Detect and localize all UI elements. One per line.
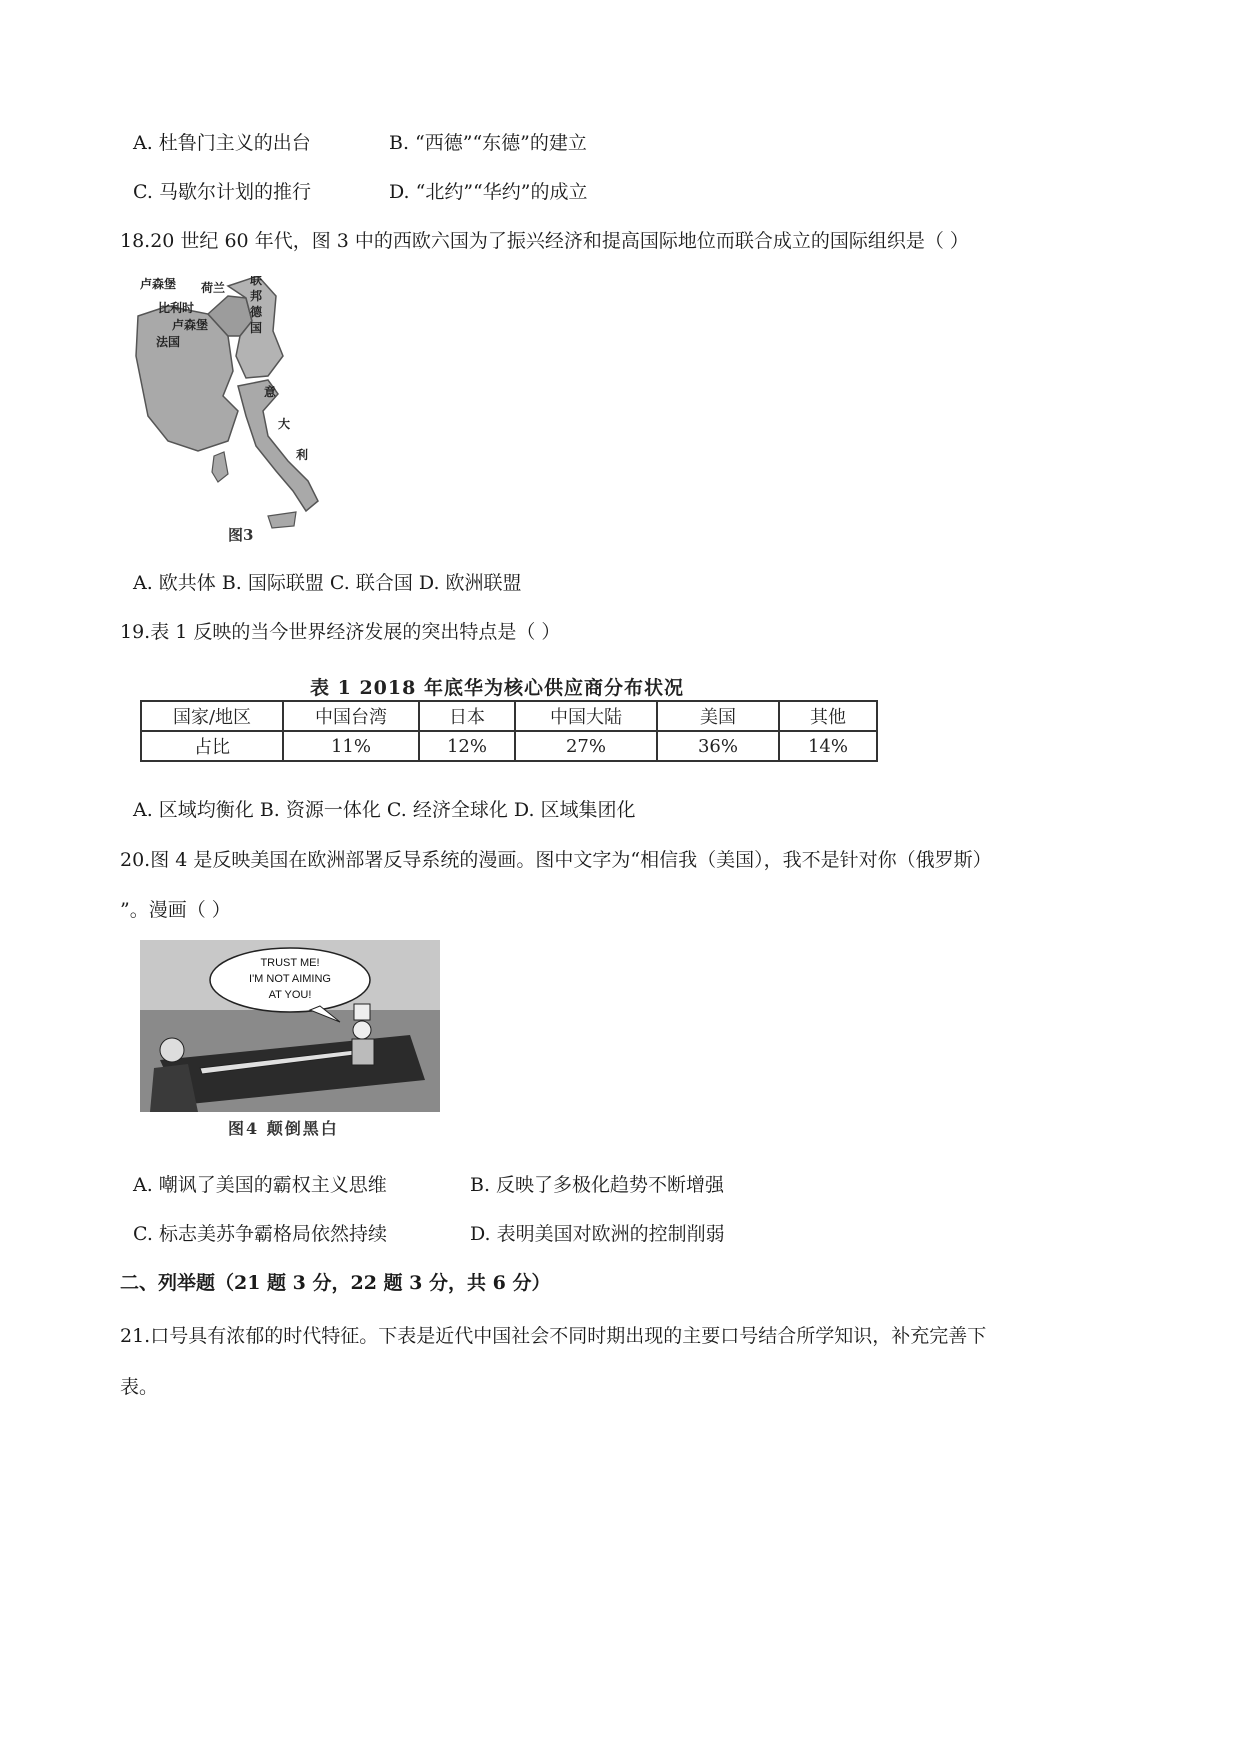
map-label-germany-3: 德: [250, 305, 263, 319]
q18-options: A. 欧共体 B. 国际联盟 C. 联合国 D. 欧洲联盟: [133, 572, 522, 594]
q20-stem-line-2: ”。漫画（ ）: [120, 899, 231, 921]
table-header-cell: 其他: [779, 701, 877, 731]
cartoon-image: [140, 940, 440, 1112]
map-label-italy-1: 意: [264, 385, 277, 399]
uncle-sam-body: [352, 1039, 374, 1065]
map-label-italy-3: 利: [296, 448, 309, 462]
sicily-shape: [268, 512, 296, 528]
map-label-germany-2: 邦: [250, 289, 263, 303]
q20-stem-line-1: 20.图 4 是反映美国在欧洲部署反导系统的漫画。图中文字为“相信我（美国），我不是针对你（俄罗斯）: [120, 849, 992, 871]
q21-stem-line-2: 表。: [120, 1376, 159, 1398]
table-cell: 占比: [141, 731, 283, 761]
map-label-netherlands: 荷兰: [201, 281, 226, 295]
table-header-cell: 日本: [419, 701, 515, 731]
q17-option-c: C. 马歇尔计划的推行: [133, 181, 311, 203]
q17-option-b: B. “西德”“东德”的建立: [389, 132, 587, 154]
q17-option-row-2: [133, 179, 588, 205]
bubble-line-2: I'M NOT AIMING: [249, 973, 331, 985]
figure-3-map: [128, 276, 368, 546]
q18-stem: 18.20 世纪 60 年代，图 3 中的西欧六国为了振兴经济和提高国际地位而联合成立的国际组织是（ ）: [120, 230, 969, 252]
q19-stem: 19.表 1 反映的当今世界经济发展的突出特点是（ ）: [120, 621, 561, 643]
uncle-sam-head: [353, 1021, 371, 1039]
table-row: [141, 731, 877, 761]
q20-option-b: B. 反映了多极化趋势不断增强: [470, 1174, 725, 1196]
bubble-line-3: AT YOU!: [268, 989, 312, 1001]
q20-option-row-2: [133, 1221, 725, 1247]
table-cell: 12%: [419, 731, 515, 761]
western-europe-map: [128, 276, 368, 546]
map-label-france: 法国: [156, 335, 181, 349]
table-cell: 36%: [657, 731, 779, 761]
bubble-line-1: TRUST ME!: [260, 957, 320, 969]
figure-3-caption: 图3: [228, 526, 254, 544]
section-2-heading: 二、列举题（21 题 3 分，22 题 3 分，共 6 分）: [120, 1272, 551, 1294]
table-cell: 27%: [515, 731, 657, 761]
table-1: [140, 700, 878, 762]
table-header-cell: 中国台湾: [283, 701, 419, 731]
q17-option-row-1: [133, 130, 587, 156]
q17-option-d: D. “北约”“华约”的成立: [389, 181, 588, 203]
table-cell: 14%: [779, 731, 877, 761]
q19-options: A. 区域均衡化 B. 资源一体化 C. 经济全球化 D. 区域集团化: [133, 799, 636, 821]
table-cell: 11%: [283, 731, 419, 761]
figure-4-cartoon: [140, 940, 440, 1140]
map-label-germany-4: 国: [250, 321, 263, 335]
q17-option-a: A. 杜鲁门主义的出台: [133, 132, 311, 154]
map-label-germany-1: 联: [250, 276, 263, 287]
hat-icon: [354, 1004, 370, 1020]
table-header-cell: 美国: [657, 701, 779, 731]
table-header-cell: 中国大陆: [515, 701, 657, 731]
map-label-belgium: 比利时: [158, 301, 195, 315]
figure-4-caption: 图4 颠倒黑白: [228, 1119, 339, 1138]
italy-shape: [238, 380, 318, 511]
q20-option-a: A. 嘲讽了美国的霸权主义思维: [133, 1174, 387, 1196]
q20-option-row-1: [133, 1172, 724, 1198]
table-header-cell: 国家/地区: [141, 701, 283, 731]
cartoon-figure-head: [160, 1038, 184, 1062]
supplier-table: [140, 700, 878, 762]
q20-option-c: C. 标志美苏争霸格局依然持续: [133, 1223, 387, 1245]
table-1-title: 表 1 2018 年底华为核心供应商分布状况: [310, 677, 684, 699]
q21-stem-line-1: 21.口号具有浓郁的时代特征。下表是近代中国社会不同时期出现的主要口号结合所学知识，补充完善下: [120, 1325, 987, 1347]
table-header-row: [141, 701, 877, 731]
map-label-luxembourg-top: 卢森堡: [140, 277, 177, 291]
sardinia-shape: [212, 452, 228, 482]
map-label-luxembourg: 卢森堡: [172, 318, 209, 332]
q20-option-d: D. 表明美国对欧洲的控制削弱: [470, 1223, 725, 1245]
map-label-italy-2: 大: [278, 417, 291, 431]
